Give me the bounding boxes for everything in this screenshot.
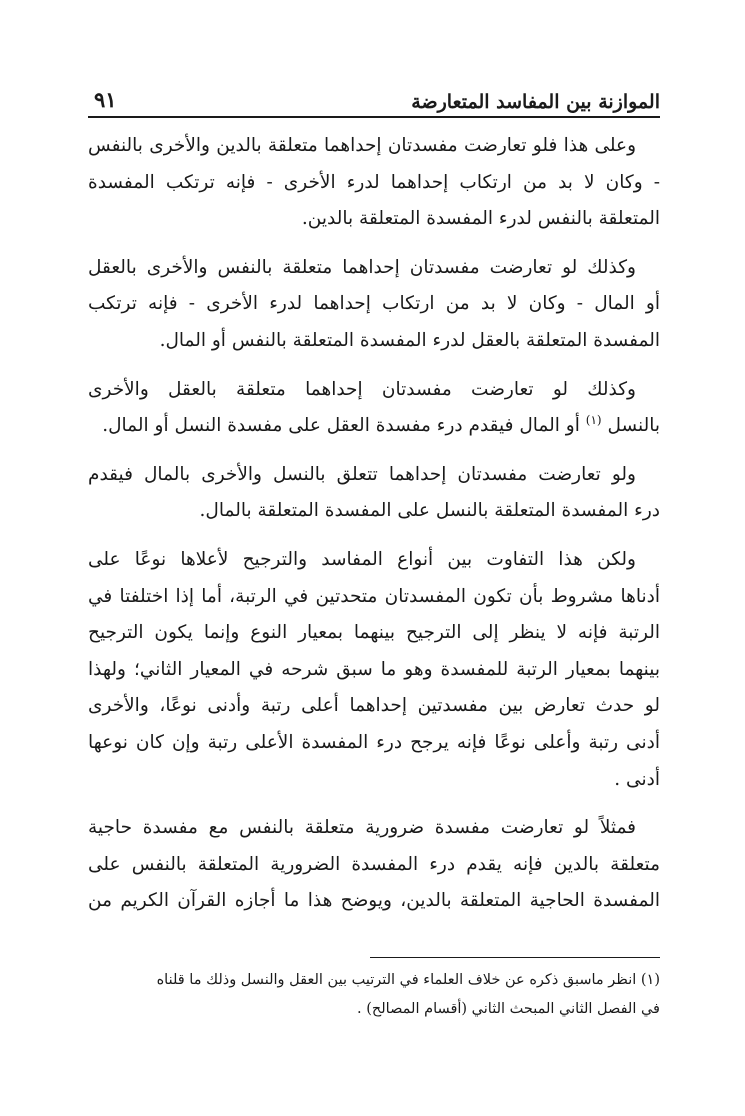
footnote-reference[interactable]: (١) [585,413,602,427]
text-line: المتعلقة بالنفس لدرء المفسدة المتعلقة بالدين. [301,208,660,230]
footnote-line: في الفصل الثاني المبحث الثاني (أقسام المصالح) . [357,1001,660,1017]
text-line [88,408,660,445]
text-line: متعلقة بالدين فإنه يقدم درء المفسدة الضرورية المتعلقة بالنفس على [88,853,660,875]
footnote-divider [370,957,660,958]
page-number: ٩١ [94,87,117,112]
text-fragment: أو المال فيقدم درء مفسدة العقل على مفسدة النسل أو المال. [102,415,580,437]
paragraph [88,128,660,238]
footnote [88,966,660,1024]
text-line: أدناها مشروط بأن تكون المفسدتان متحدتين في الرتبة، أما إذا اختلفتا في [88,585,660,607]
paragraph [88,810,660,920]
text-line: بينهما بمعيار الرتبة للمفسدة وهو ما سبق شرحه في المعيار الثاني؛ ولهذا [88,658,660,680]
text-fragment: بالنسل [607,415,660,437]
text-line: وكذلك لو تعارضت مفسدتان إحداهما متعلقة بالنفس والأخرى بالعقل [88,256,636,278]
text-line: درء المفسدة المتعلقة بالنسل على المفسدة المتعلقة بالمال. [199,500,660,522]
text-line: المفسدة الحاجية المتعلقة بالدين، ويوضح هذا ما أجازه القرآن الكريم من [88,890,660,912]
paragraph [88,457,660,530]
text-line: أدنى رتبة وأعلى نوعًا فإنه يرجح درء المفسدة الأعلى رتبة وإن كان نوعها [88,731,660,753]
footnote-line: (١) انظر ماسبق ذكره عن خلاف العلماء في الترتيب بين العقل والنسل وذلك ما قلناه [156,972,660,988]
text-line: أدنى . [614,768,660,790]
text-line: فمثلاً لو تعارضت مفسدة ضرورية متعلقة بالنفس مع مفسدة حاجية [88,817,636,839]
text-line: - وكان لا بد من ارتكاب إحداهما لدرء الأخرى - فإنه ترتكب المفسدة [88,171,660,193]
text-line: ولكن هذا التفاوت بين أنواع المفاسد والترجيح لأعلاها نوعًا على [88,548,636,570]
text-line: وكذلك لو تعارضت مفسدتان إحداهما متعلقة بالعقل والأخرى [88,378,636,400]
running-header [88,82,660,118]
text-line: لو حدث تعارض بين مفسدتين إحداهما أعلى رتبة وأدنى نوعًا، والأخرى [88,695,660,717]
paragraph [88,250,660,360]
paragraph [88,542,660,798]
footnotes [88,966,660,1024]
text-line: ولو تعارضت مفسدتان إحداهما تتعلق بالنسل والأخرى بالمال فيقدم [88,463,636,485]
text-line: المفسدة المتعلقة بالعقل لدرء المفسدة المتعلقة بالنفس أو المال. [159,329,660,351]
running-header-title: الموازنة بين المفاسد المتعارضة [411,91,660,113]
paragraph [88,372,660,445]
text-line: الرتبة فإنه لا ينظر إلى الترجيح بينهما بمعيار النوع وإنما يكون الترجيح [88,622,660,644]
text-line: أو المال - وكان لا بد من ارتكاب إحداهما لدرء الأخرى - فإنه ترتكب [88,293,660,315]
body-text [88,128,660,920]
text-line: وعلى هذا فلو تعارضت مفسدتان إحداهما متعلقة بالدين والأخرى بالنفس [88,135,636,156]
